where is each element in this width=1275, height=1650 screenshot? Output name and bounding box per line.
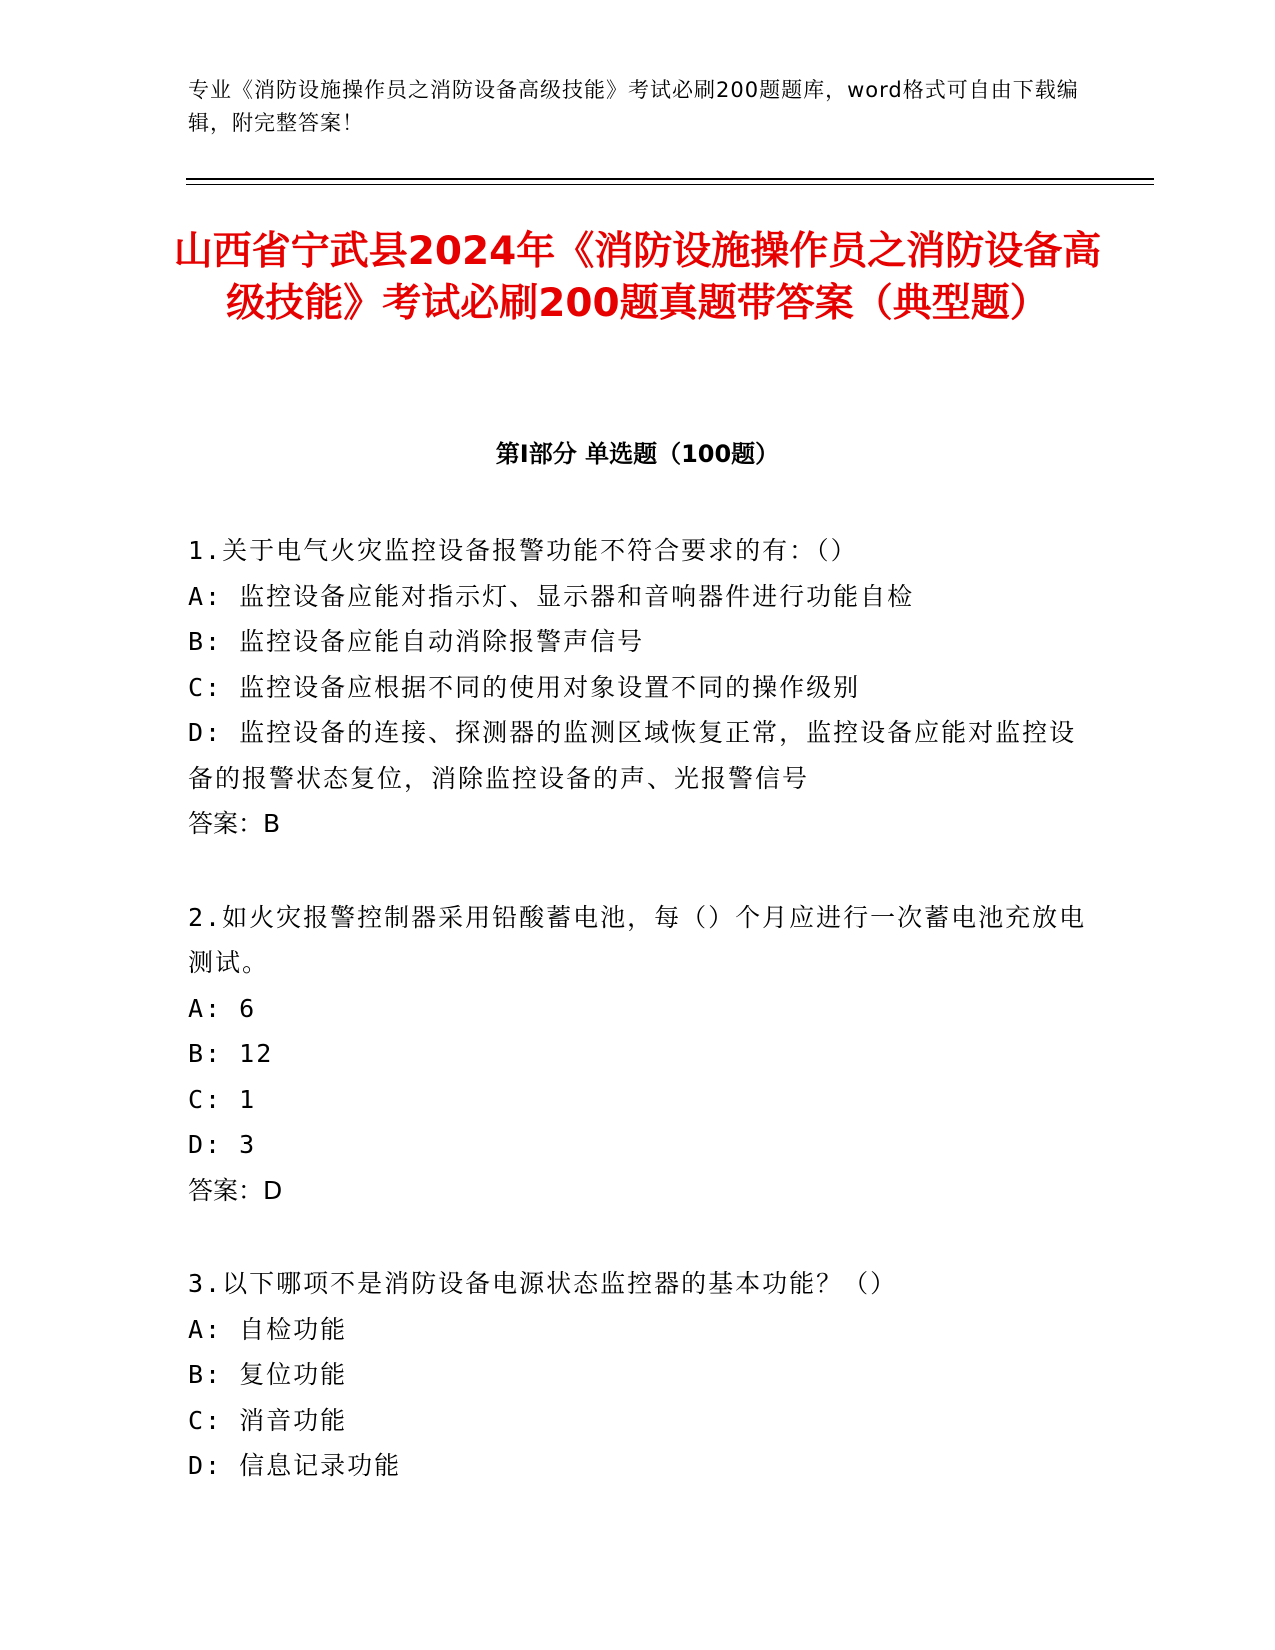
option-a: A: 监控设备应能对指示灯、显示器和音响器件进行功能自检 xyxy=(188,581,915,611)
document-title: 山西省宁武县2024年《消防设施操作员之消防设备高级技能》考试必刷200题真题带答案（典型题） xyxy=(173,229,1102,326)
option-d: D: 监控设备的连接、探测器的监测区域恢复正常，监控设备应能对监控设备的报警状态复位，消除监控设备的声、光报警信号 xyxy=(188,718,1077,793)
option-b: B: 监控设备应能自动消除报警声信号 xyxy=(188,627,645,656)
header-divider-thin xyxy=(186,184,1154,185)
section-title: 第Ⅰ部分 单选题（100题） xyxy=(495,440,780,468)
option-c: C: 1 xyxy=(188,1084,257,1114)
answer-label: 答案：D xyxy=(188,1175,283,1205)
question-stem: 2.如火灾报警控制器采用铅酸蓄电池，每（）个月应进行一次蓄电池充放电测试。 xyxy=(188,902,1087,977)
question-stem: 3.以下哪项不是消防设备电源状态监控器的基本功能？（） xyxy=(188,1269,898,1298)
question-1 xyxy=(188,528,1088,847)
header-divider-thick xyxy=(186,178,1154,180)
option-d: D: 信息记录功能 xyxy=(188,1451,402,1480)
question-stem: 1.关于电气火灾监控设备报警功能不符合要求的有：（） xyxy=(188,536,858,565)
option-b: B: 复位功能 xyxy=(188,1360,348,1389)
option-a: A: 自检功能 xyxy=(188,1314,348,1344)
answer-label: 答案：B xyxy=(188,809,281,838)
question-2 xyxy=(188,895,1088,1214)
question-list xyxy=(188,528,1088,1537)
option-a: A: 6 xyxy=(188,993,257,1023)
option-c: C: 监控设备应根据不同的使用对象设置不同的操作级别 xyxy=(188,672,861,702)
question-3 xyxy=(188,1261,1088,1489)
header-note: 专业《消防设施操作员之消防设备高级技能》考试必刷200题题库，word格式可自由下载编辑，附完整答案！ xyxy=(188,78,1079,135)
option-d: D: 3 xyxy=(188,1130,257,1159)
option-b: B: 12 xyxy=(188,1039,274,1068)
option-c: C: 消音功能 xyxy=(188,1405,348,1435)
